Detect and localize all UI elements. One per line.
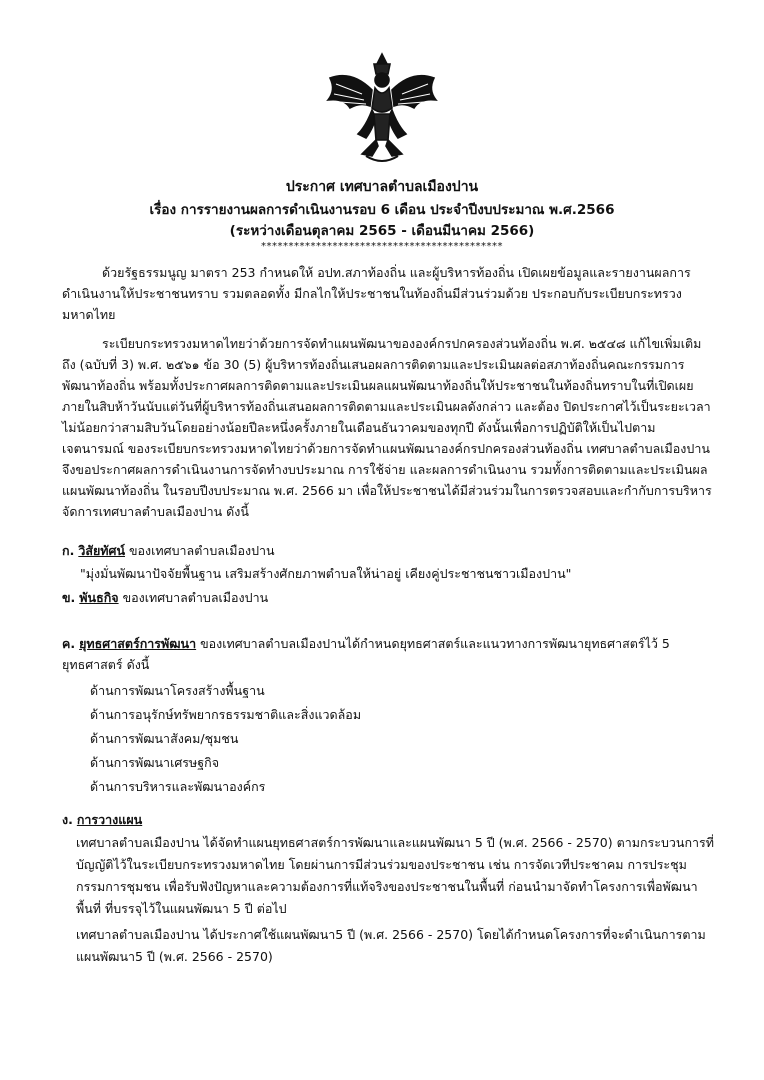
planning-heading bbox=[62, 809, 714, 830]
planning-paragraph-1: เทศบาลตำบลเมืองปาน ได้จัดทำแผนยุทธศาสตร์การพัฒนาและแผนพัฒนา 5 ปี (พ.ศ. 2566 - 2570) ตามกระบวนการที่บัญญัติไว้ในระเบียบกระทรวงมหาดไทย โดยผ่านการมีส่วนร่วมของประชาชน เช่น การจัดเวทีประชาคม การประชุมกรรมการชุมชน เพื่อรับฟังปัญหาและความต้องการที่แท้จริงของประชาชนในพื้นที่ ก่อนนำมาจัดทำโครงการเพื่อพัฒนาพื้นที่ ที่บรรจุไว้ในแผนพัฒนา 5 ปี ต่อไป bbox=[76, 835, 714, 916]
mission-label: พันธกิจ bbox=[79, 590, 119, 605]
strategy-text: ของเทศบาลตำบลเมืองปานได้กำหนดยุทธศาสตร์และแนวทางการพัฒนายุทธศาสตร์ไว้ 5 ยุทธศาสตร์ ดังนี้ bbox=[62, 636, 670, 672]
garuda-emblem-icon bbox=[322, 50, 442, 168]
strategy-heading bbox=[62, 633, 714, 675]
strategy-item: ด้านการพัฒนาโครงสร้างพื้นฐาน bbox=[90, 683, 265, 698]
vision-label: วิสัยทัศน์ bbox=[78, 543, 126, 558]
mission-heading bbox=[62, 587, 714, 608]
vision-text: "มุ่งมั่นพัฒนาปัจจัยพื้นฐาน เสริมสร้างศักยภาพตำบลให้น่าอยู่ เคียงคู่ประชาชนชาวเมืองปาน" bbox=[80, 566, 572, 581]
announcement-title: ประกาศ เทศบาลตำบลเมืองปาน bbox=[285, 179, 479, 195]
intro-paragraph-2: ระเบียบกระทรวงมหาดไทยว่าด้วยการจัดทำแผนพัฒนาขององค์กรปกครองส่วนท้องถิ่น พ.ศ. ๒๕๔๘ แก้ไขเพิ่มเติมถึง (ฉบับที่ 3) พ.ศ. ๒๕๖๑ ข้อ 30 (5) ผู้บริหารท้องถิ่นเสนอผลการติดตามและประเมินผลต่อสภาท้องถิ่นคณะกรรมการ พัฒนาท้องถิ่น พร้อมทั้งประกาศผลการติดตามและประเมินผลแผนพัฒนาท้องถิ่นให้ประชาชนในท้องถิ่นทราบในที่เปิดเผยภายในสิบห้าวันนับแต่วันที่ผู้บริหารท้องถิ่นเสนอผลการติดตามและประเมินผลดังกล่าว และต้อง ปิดประกาศไว้เป็นระยะเวลาไม่น้อยกว่าสามสิบวันโดยอย่างน้อยปีละหนึ่งครั้งภายในเดือนธันวาคมของทุกปี ดังนั้นเพื่อการปฏิบัติให้เป็นไปตามเจตนารมณ์ ของระเบียบกระทรวงมหาดไทยว่าด้วยการจัดทำแผนพัฒนาองค์กรปกครองส่วนท้องถิ่น เทศบาลตำบลเมืองปานจึงขอประกาศผลการดำเนินงานการจัดทำงบประมาณ การใช้จ่าย และผลการดำเนินงาน รวมทั้งการติดตามและประเมินผลแผนพัฒนาท้องถิ่น ในรอบปีงบประมาณ พ.ศ. 2566 มา เพื่อให้ประชาชนได้มีส่วนร่วมในการตรวจสอบและกำกับการบริหารจัดการเทศบาลตำบลเมืองปาน ดังนี้ bbox=[62, 336, 712, 519]
intro-paragraph-1: ด้วยรัฐธรรมนูญ มาตรา 253 กำหนดให้ อปท.สภาท้องถิ่น และผู้บริหารท้องถิ่น เปิดเผยข้อมูลและรายงานผลการดำเนินงานให้ประชาชนทราบ รวมตลอดทั้ง มีกลไกให้ประชาชนในท้องถิ่นมีส่วนร่วมด้วย ประกอบกับระเบียบกระทรวงมหาดไทย bbox=[62, 265, 691, 322]
strategy-item: ด้านการพัฒนาเศรษฐกิจ bbox=[90, 755, 220, 770]
mission-suffix: ของเทศบาลตำบลเมืองปาน bbox=[122, 590, 269, 605]
strategy-label: ยุทธศาสตร์การพัฒนา bbox=[79, 636, 197, 651]
vision-suffix: ของเทศบาลตำบลเมืองปาน bbox=[129, 543, 275, 558]
announcement-subject: เรื่อง การรายงานผลการดำเนินงานรอบ 6 เดือน ประจำปีงบประมาณ พ.ศ.2566 bbox=[149, 202, 615, 218]
planning-prefix: ง. bbox=[62, 812, 73, 827]
vision-prefix: ก. bbox=[62, 543, 75, 558]
planning-paragraph-2: เทศบาลตำบลเมืองปาน ได้ประกาศใช้แผนพัฒนา5 ปี (พ.ศ. 2566 - 2570) โดยได้กำหนดโครงการที่จะดำเนินการตามแผนพัฒนา5 ปี (พ.ศ. 2566 - 2570) bbox=[76, 927, 706, 964]
reporting-period: (ระหว่างเดือนตุลาคม 2565 - เดือนมีนาคม 2566) bbox=[229, 223, 535, 239]
strategy-prefix: ค. bbox=[62, 636, 76, 651]
planning-label: การวางแผน bbox=[76, 812, 143, 827]
strategy-item: ด้านการพัฒนาสังคม/ชุมชน bbox=[90, 731, 239, 746]
mission-prefix: ข. bbox=[62, 590, 76, 605]
divider: ******************************************** bbox=[261, 241, 503, 252]
strategy-item: ด้านการบริหารและพัฒนาองค์กร bbox=[90, 779, 266, 794]
vision-heading bbox=[62, 540, 714, 561]
strategy-item: ด้านการอนุรักษ์ทรัพยากรธรรมชาติและสิ่งแวดล้อม bbox=[90, 707, 362, 722]
